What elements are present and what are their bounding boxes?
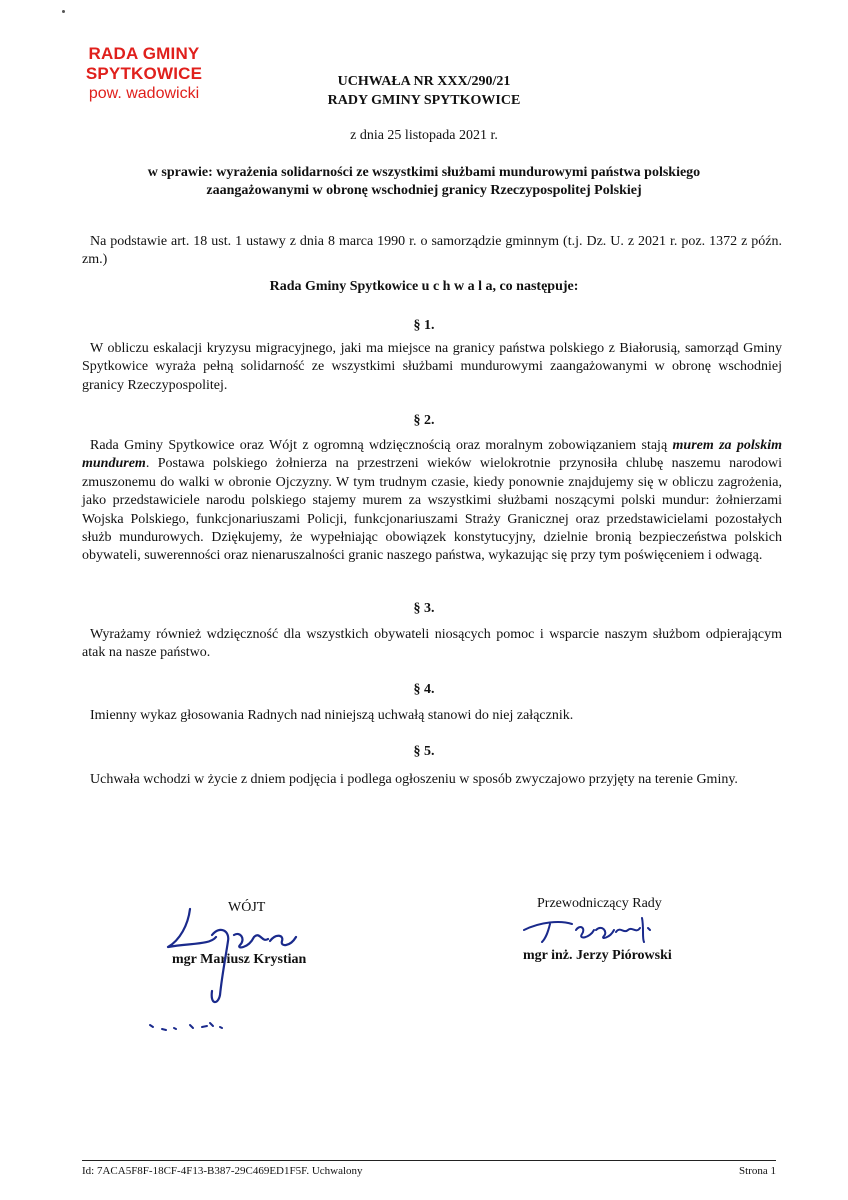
- left-handwritten-signature: [150, 895, 320, 1035]
- page-number: Strona 1: [739, 1165, 776, 1177]
- section-1-heading: § 1.: [413, 318, 435, 333]
- section-3-heading: § 3.: [413, 601, 435, 616]
- section-4-text: Imienny wykaz głosowania Radnych nad niniejszą uchwałą stanowi do niej załącznik.: [90, 708, 574, 723]
- stamp-line-2: pow. wadowicki: [88, 85, 200, 102]
- section-2-text: [82, 437, 782, 566]
- section-5-text: Uchwała wchodzi w życie z dniem podjęcia i podlega ogłoszeniu w sposób zwyczajowo przyjęty na terenie Gminy.: [90, 772, 738, 787]
- legal-basis: Na podstawie art. 18 ust. 1 ustawy z dnia 8 marca 1990 r. o samorządzie gminnym (t.j. Dz. U. z 2021 r. poz. 1372 z późn. zm.): [82, 234, 782, 268]
- section-4-heading: § 4.: [413, 682, 435, 697]
- section-5-heading: § 5.: [413, 744, 435, 759]
- scan-speck: [62, 10, 65, 13]
- right-handwritten-signature: [520, 912, 670, 952]
- subject-line-1: w sprawie: wyrażenia solidarności ze wszystkimi służbami mundurowymi państwa polskiego: [147, 165, 701, 180]
- section-3-text: Wyrażamy również wdzięczność dla wszystkich obywateli niosących pomoc i wsparcie naszym służbom odpierającym atak na nasze państwo.: [82, 627, 782, 661]
- section-1-text: W obliczu eskalacji kryzysu migracyjnego, jaki ma miejsce na granicy państwa polskiego z Białorusią, samorząd Gminy Spytkowice wyraża pełną solidarność ze wszystkimi służbami mundurowymi zaangażowanymi w obronę wschodniej granicy Rzeczypospolitej.: [82, 341, 782, 393]
- resolution-date: z dnia 25 listopada 2021 r.: [350, 128, 498, 143]
- page-footer: [82, 1160, 776, 1177]
- resolution-number: UCHWAŁA NR XXX/290/21: [337, 74, 511, 89]
- left-signatory-name: mgr Mariusz Krystian: [172, 952, 307, 967]
- section-2-text-before: Rada Gminy Spytkowice oraz Wójt z ogromną wdzięcznością oraz moralnym zobowiązaniem stają: [90, 438, 673, 453]
- left-signatory-title: WÓJT: [228, 900, 266, 915]
- subject-line-2: zaangażowanymi w obronę wschodniej granicy Rzeczypospolitej Polskiej: [206, 183, 642, 198]
- section-2-text-after: . Postawa polskiego żołnierza na przestrzeni wieków wielokrotnie przynosiła chlubę naszemu narodowi zmuszonemu do walki w obronie Ojczyzny. W tym trudnym czasie, kiedy ponownie znajdujemy się w obliczu zagrożenia, jako przedstawiciele narodu polskiego stajemy murem za wszystkimi służbami noszącymi polski mundur: żołnierzami Wojska Polskiego, funkcjonariuszami Policji, funkcjonariuszami Straży Granicznej oraz przedstawicielami pozostałych służb mundurowych. Dziękujemy, że wypełniając obowiązek konstytucyjny, dzielnie bronią bezpieczeństwa polskich obywateli, suwerenności oraz nienaruszalności granic naszego państwa, wykazując się przy tym poświęceniem i odwagą.: [82, 456, 782, 564]
- stamp-line-1: RADA GMINY SPYTKOWICE: [85, 44, 203, 83]
- resolves-heading: Rada Gminy Spytkowice u c h w a l a, co następuje:: [269, 279, 579, 294]
- right-signatory-name: mgr inż. Jerzy Piórowski: [523, 948, 672, 963]
- section-2-heading: § 2.: [413, 413, 435, 428]
- document-id: Id: 7ACA5F8F-18CF-4F13-B387-29C469ED1F5F. Uchwalony: [82, 1165, 363, 1177]
- resolution-issuer: RADY GMINY SPYTKOWICE: [327, 93, 521, 108]
- section-2-emphasis: murem za polskim mundurem: [82, 438, 783, 472]
- right-signatory-title: Przewodniczący Rady: [537, 896, 662, 911]
